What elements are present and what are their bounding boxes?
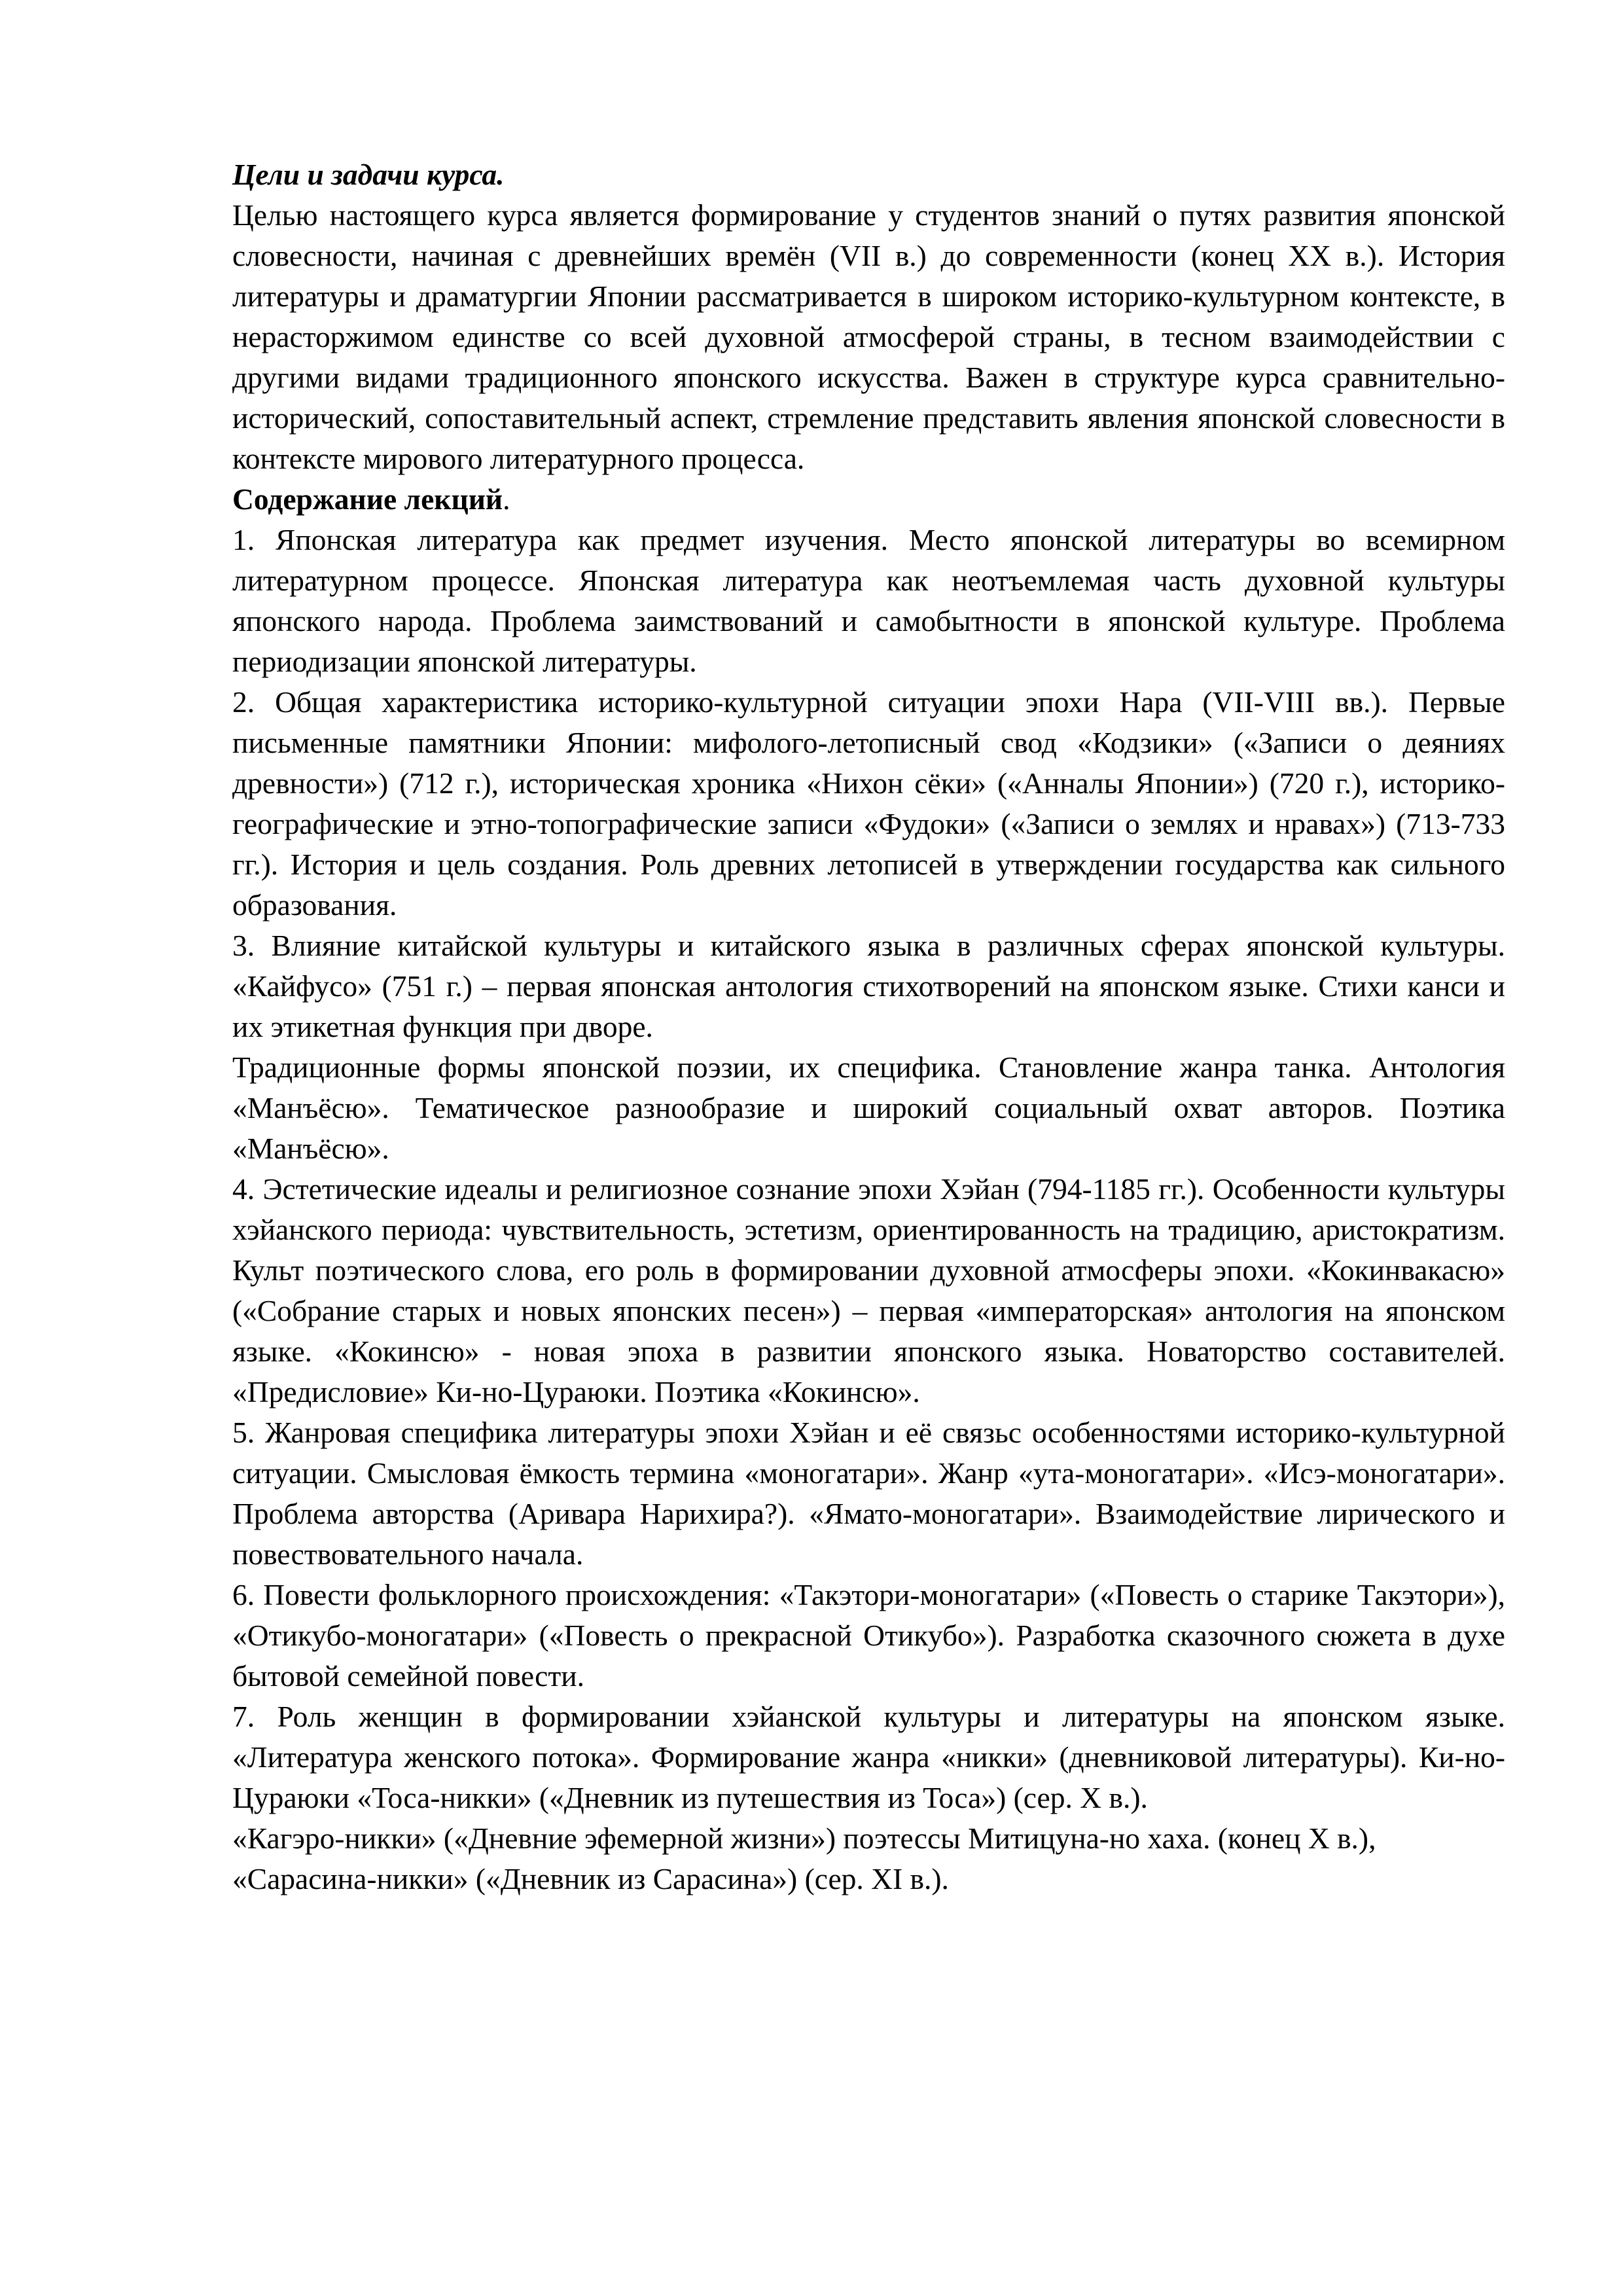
lectures-heading-line [232,479,1505,520]
aims-paragraph: Целью настоящего курса является формирование у студентов знаний о путях развития японской словесности, начиная с древнейших времён (VII в.) до современности (конец XX в.). История литературы и драматургии Японии рассматривается в широком историко-культурном контексте, в нерасторжимом единстве со всей духовной атмосферой страны, в тесном взаимодействии с другими видами традиционного японского искусства. Важен в структуре курса сравнительно-исторический, сопоставительный аспект, стремление представить явления японской словесности в контексте мирового литературного процесса. [232,198,1505,475]
lecture-item-2: 2. Общая характеристика историко-культурной ситуации эпохи Нара (VII-VIII вв.). Первые письменные памятники Японии: мифолого-летописный свод «Кодзики» («Записи о деяниях древности») (712 г.), историческая хроника «Нихон сёки» («Анналы Японии») (720 г.), историко-географические и этно-топографические записи «Фудоки» («Записи о землях и нравах») (713-733 гг.). История и цель создания. Роль древних летописей в утверждении государства как сильного образования. [232,685,1505,922]
lecture-item-1: 1. Японская литература как предмет изучения. Место японской литературы во всемирном литературном процессе. Японская литература как неотъемлемая часть духовной культуры японского народа. Проблема заимствований и самобытности в японской культуре. Проблема периодизации японской литературы. [232,523,1505,678]
lecture-item-4: 4. Эстетические идеалы и религиозное сознание эпохи Хэйан (794-1185 гг.). Особенности культуры хэйанского периода: чувствительность, эстетизм, ориентированность на традицию, аристократизм. Культ поэтического слова, его роль в формировании духовной атмосферы эпохи. «Кокинвакасю» («Собрание старых и новых японских песен») – первая «императорская» антология на японском языке. «Кокинсю» - новая эпоха в развитии японского языка. Новаторство составителей. «Предисловие» Ки-но-Цураюки. Поэтика «Кокинсю». [232,1172,1505,1408]
lecture-item-3-continued: Традиционные формы японской поэзии, их специфика. Становление жанра танка. Антология «Манъёсю». Тематическое разнообразие и широкий социальный охват авторов. Поэтика «Манъёсю». [232,1050,1505,1165]
lectures-heading-tail: . [503,482,510,516]
aims-heading: Цели и задачи курса. [232,158,505,191]
document-content [232,154,1505,1899]
lecture-item-3: 3. Влияние китайской культуры и китайского языка в различных сферах японской культуры. «Кайфусо» (751 г.) – первая японская антология стихотворений на японском языке. Стихи канси и их этикетная функция при дворе. [232,929,1505,1043]
lectures-heading: Содержание лекций [232,482,503,516]
lecture-item-7-line-2: «Кагэро-никки» («Дневние эфемерной жизни») поэтессы Митицуна-но хаха. (конец X в.), [232,1821,1376,1855]
lecture-item-7: 7. Роль женщин в формировании хэйанской культуры и литературы на японском языке. «Литература женского потока». Формирование жанра «никки» (дневниковой литературы). Ки-но-Цураюки «Тоса-никки» («Дневник из путешествия из Тоса») (сер. X в.). [232,1700,1505,1814]
lecture-item-6: 6. Повести фольклорного происхождения: «Такэтори-моногатари» («Повесть о старике Такэтори»), «Отикубо-моногатари» («Повесть о прекрасной Отикубо»). Разработка сказочного сюжета в духе бытовой семейной повести. [232,1578,1505,1693]
lecture-item-7-line-3: «Сарасина-никки» («Дневник из Сарасина») (сер. XI в.). [232,1862,949,1895]
lecture-item-5: 5. Жанровая специфика литературы эпохи Хэйан и её связьс особенностями историко-культурной ситуации. Смысловая ёмкость термина «моногатари». Жанр «ута-моногатари». «Исэ-моногатари». Проблема авторства (Аривара Нарихира?). «Ямато-моногатари». Взаимодействие лирического и повествовательного начала. [232,1416,1505,1571]
